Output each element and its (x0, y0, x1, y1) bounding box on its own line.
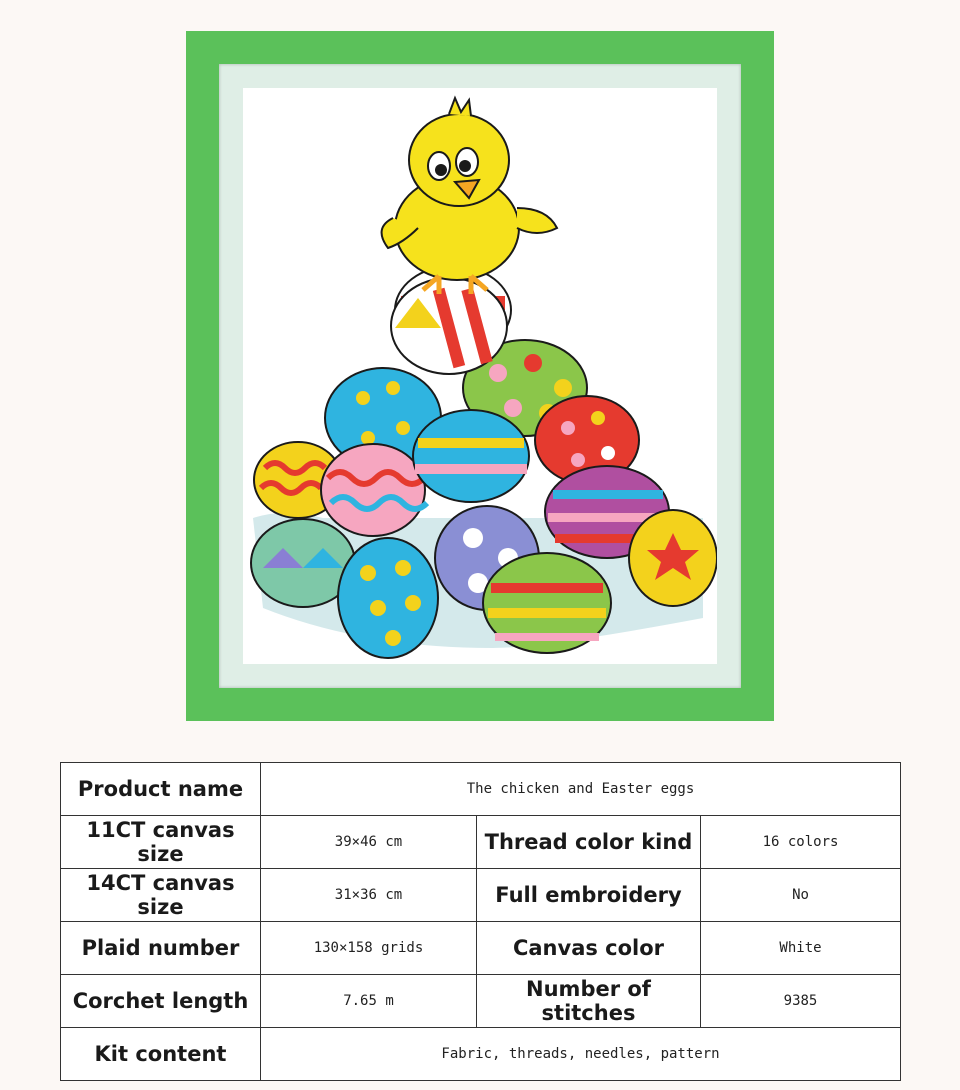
canvas-color-label: Canvas color (477, 922, 701, 975)
thread-color-value: 16 colors (701, 816, 901, 869)
table-row (61, 816, 901, 869)
cross-stitch-canvas (243, 88, 717, 664)
product-name-value: The chicken and Easter eggs (261, 763, 901, 816)
canvas-color-value: White (701, 922, 901, 975)
stitches-label: Number of stitches (477, 975, 701, 1028)
plaid-number-value: 130×158 grids (261, 922, 477, 975)
table-row (61, 763, 901, 816)
thread-color-label: Thread color kind (477, 816, 701, 869)
corchet-length-value: 7.65 m (261, 975, 477, 1028)
corchet-length-label: Corchet length (61, 975, 261, 1028)
table-row (61, 975, 901, 1028)
table-row (61, 922, 901, 975)
canvas-11ct-value: 39×46 cm (261, 816, 477, 869)
table-row (61, 869, 901, 922)
full-embroidery-label: Full embroidery (477, 869, 701, 922)
chick-figure (382, 98, 557, 294)
canvas-14ct-label: 14CT canvas size (61, 869, 261, 922)
plaid-number-label: Plaid number (61, 922, 261, 975)
picture-frame (186, 31, 774, 721)
product-spec-table (60, 762, 901, 1081)
table-row (61, 1028, 901, 1081)
full-embroidery-value: No (701, 869, 901, 922)
picture-mat (219, 64, 741, 688)
stitches-value: 9385 (701, 975, 901, 1028)
canvas-11ct-label: 11CT canvas size (61, 816, 261, 869)
kit-content-value: Fabric, threads, needles, pattern (261, 1028, 901, 1081)
chick-and-eggs-illustration (243, 88, 717, 664)
product-name-label: Product name (61, 763, 261, 816)
kit-content-label: Kit content (61, 1028, 261, 1081)
canvas-14ct-value: 31×36 cm (261, 869, 477, 922)
